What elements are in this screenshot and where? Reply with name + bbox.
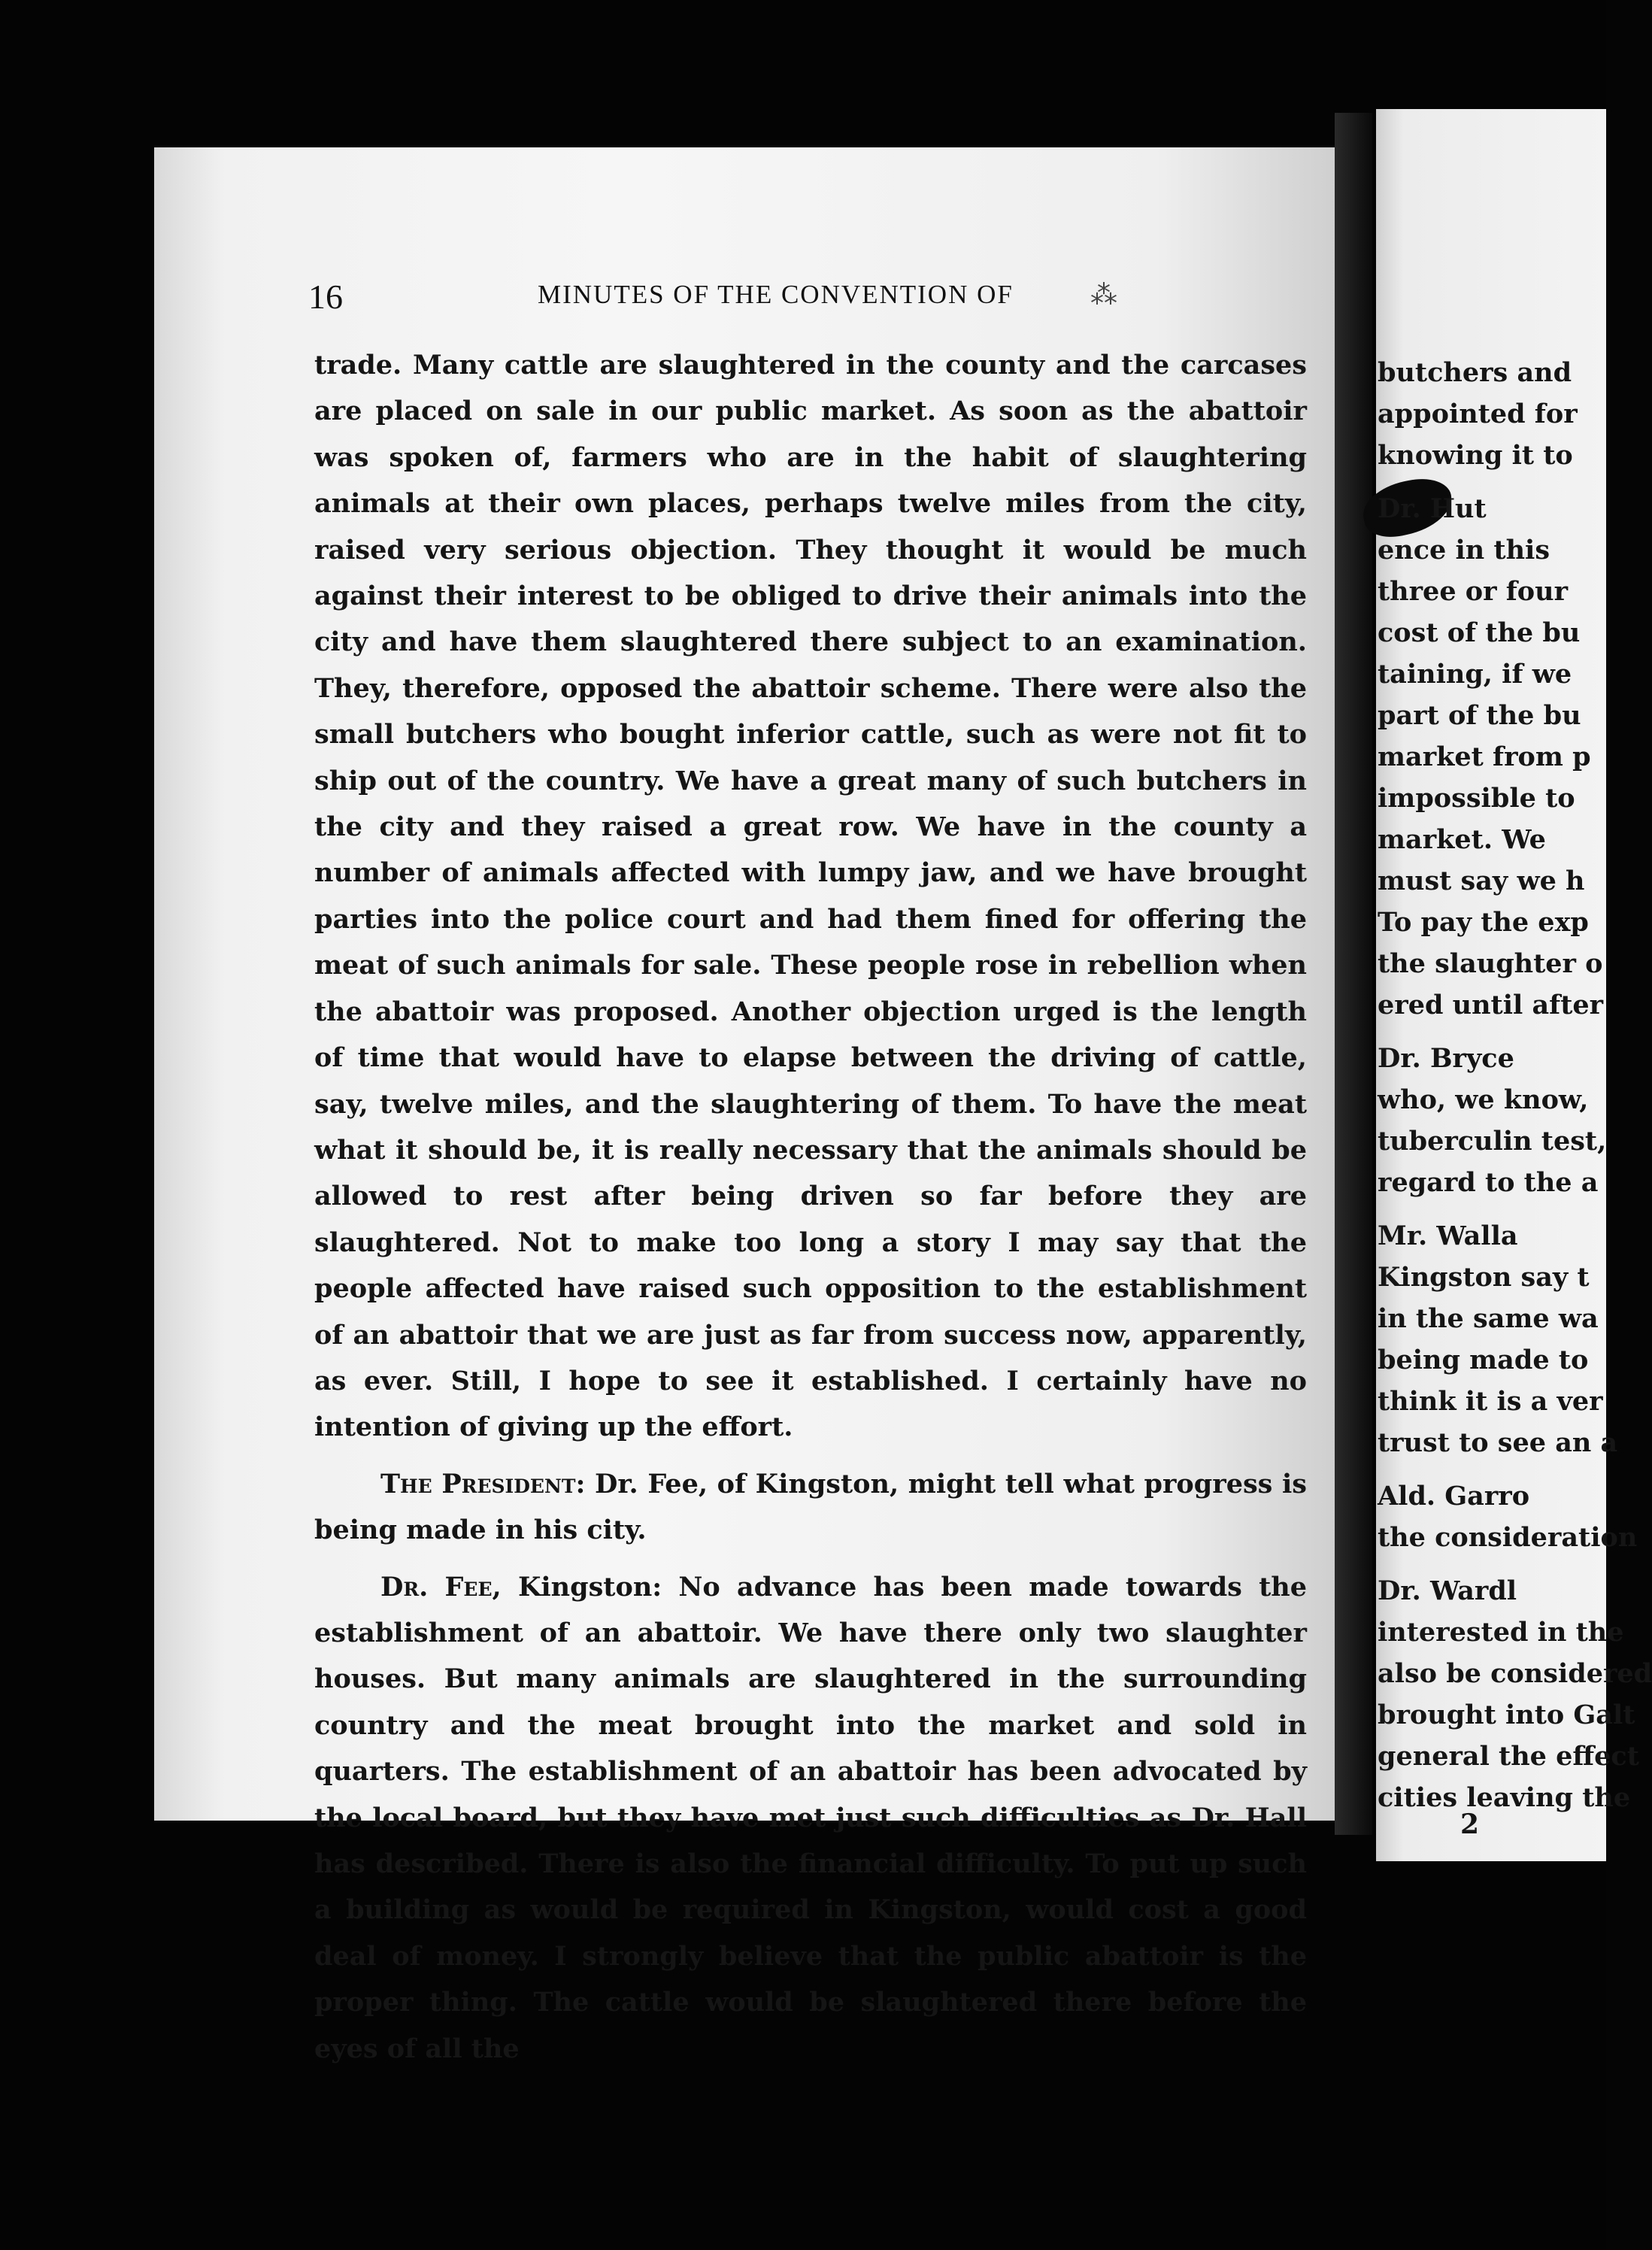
fee-remark: , Kingston: No advance has been made towards the establishment of an abattoir. We have there only two slaughter houses. But many animals are slaughtered in the surrounding country and the meat brought into the market and sold in quarters. The establishment of an abattoir has been advocated by the local board, but they have met just such difficulties as Dr. Hall has described. There is also the financial difficulty. To put up such a building as would be required in Kingston, would cost a good deal of money. I strongly believe that the public abattoir is the proper thing. The cattle would be slaughtered there before the eyes of all the <box>314 1571 1307 2064</box>
paragraph-gap <box>1378 476 1606 488</box>
right-page-line: market from p <box>1378 741 1591 772</box>
ornament-icon: ⁂ <box>1090 280 1117 311</box>
left-page-text <box>314 342 1307 2072</box>
right-page-line: Mr. Walla <box>1378 1221 1518 1251</box>
signature-mark: 2 <box>1460 1809 1480 1840</box>
right-page-line: regard to the a <box>1378 1167 1599 1198</box>
right-page-line: being made to <box>1378 1345 1589 1375</box>
right-page-line: impossible to <box>1378 783 1575 814</box>
paragraph-gap <box>1378 1558 1606 1570</box>
right-page-line: cost of the bu <box>1378 617 1581 648</box>
right-page-line: tuberculin test, <box>1378 1126 1607 1157</box>
right-page-line: trust to see an a <box>1378 1427 1618 1458</box>
paragraph-gap <box>1378 1203 1606 1215</box>
right-page-line: ence in this <box>1378 535 1550 566</box>
right-page-line: the slaughter o <box>1378 948 1603 979</box>
right-page-line: appointed for <box>1378 399 1578 429</box>
running-title: MINUTES OF THE CONVENTION OF <box>538 280 1014 309</box>
right-page-line: general the effect <box>1378 1741 1639 1772</box>
right-page-line: Kingston say t <box>1378 1262 1590 1293</box>
right-page-line: cities leaving the <box>1378 1782 1631 1813</box>
right-page-text <box>1378 352 1652 1818</box>
speaker-president: The President <box>380 1468 576 1499</box>
right-page-line: taining, if we <box>1378 659 1572 690</box>
right-page-line: Dr. Wardl <box>1378 1575 1517 1606</box>
right-page-line: Dr. Hut <box>1378 493 1487 524</box>
right-page-line: brought into Galt <box>1378 1700 1635 1730</box>
gutter-shadow <box>1335 113 1372 1835</box>
paragraph-gap <box>1378 1026 1606 1038</box>
president-remark: : Dr. Fee, of Kingston, might tell what progress is being made in his city. <box>314 1468 1307 1546</box>
right-page-line: interested in the <box>1378 1617 1624 1648</box>
right-page-line: Ald. Garro <box>1378 1481 1530 1512</box>
right-page-line: ered until after <box>1378 990 1604 1020</box>
right-page-line: knowing it to <box>1378 440 1573 471</box>
right-page-line: also be considered <box>1378 1658 1652 1689</box>
right-page-line: part of the bu <box>1378 700 1581 731</box>
right-page-line: must say we h <box>1378 866 1585 896</box>
right-page-line: in the same wa <box>1378 1303 1599 1334</box>
paragraph-president <box>314 1461 1307 1554</box>
right-page-line: think it is a ver <box>1378 1386 1603 1417</box>
right-page-line: To pay the exp <box>1378 907 1589 938</box>
speaker-fee: Dr. Fee <box>380 1571 493 1603</box>
paragraph-hall: trade. Many cattle are slaughtered in the county and the carcases are placed on sale in our public market. As soon as the abattoir was spoken of, farmers who are in the habit of slaughtering animals at their own places, perhaps twelve miles from the city, raised very serious objection. They thought it would be much against their interest to be obliged to drive their animals into the city and have them slaughtered there subject to an examination. They, therefore, opposed the abattoir scheme. There were also the small butchers who bought inferior cattle, such as were not fit to ship out of the country. We have a great many of such butchers in the city and they raised a great row. We have in the county a number of animals affected with lumpy jaw, and we have brought parties into the police court and had them fined for offering the meat of such animals for sale. These people rose in rebellion when the abattoir was proposed. Another objection urged is the length of time that would have to elapse between the driving of cattle, say, twelve miles, and the slaughtering of them. To have the meat what it should be, it is really necessary that the animals should be allowed to rest after being driven so far before they are slaughtered. Not to make too long a story I may say that the people affected have raised such opposition to the establishment of an abattoir that we are just as far from success now, apparently, as ever. Still, I hope to see it established. I certainly have no intention of giving up the effort. <box>314 350 1307 1443</box>
paragraph-fee <box>314 1564 1307 2072</box>
page-number: 16 <box>308 277 343 316</box>
right-page-line: who, we know, <box>1378 1084 1589 1115</box>
right-page-line: three or four <box>1378 576 1569 607</box>
right-page-line: Dr. Bryce <box>1378 1043 1514 1074</box>
right-page-line: butchers and <box>1378 357 1572 388</box>
right-page-line: the consideration <box>1378 1522 1638 1553</box>
right-page-line: market. We <box>1378 824 1546 855</box>
paragraph-gap <box>1378 1463 1606 1475</box>
